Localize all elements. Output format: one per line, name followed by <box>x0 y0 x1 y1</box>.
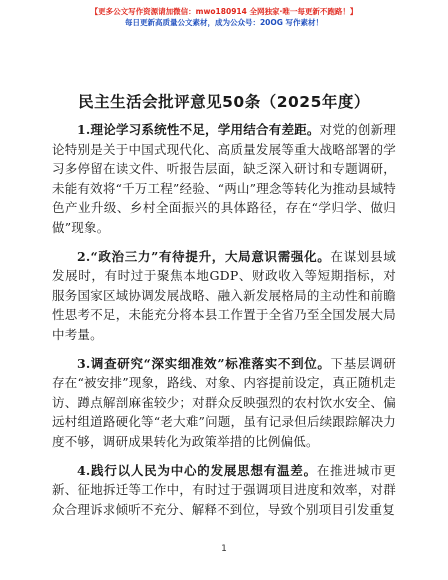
paragraph-1 <box>52 120 396 238</box>
document-body <box>52 120 396 528</box>
paragraph-4 <box>52 461 396 520</box>
paragraph-2-heading: 2.“政治三力”有待提升，大局意识需强化。 <box>77 248 331 264</box>
paragraph-2-text: 在谋划县域发展时，有时过于聚焦本地GDP、财政收入等短期指标，对服务国家区域协调发展战略、融入新发展格局的主动性和前瞻性思考不足，未能充分将本县工作置于全省乃至全国发展大局中考量。 <box>52 248 396 342</box>
paragraph-3-heading: 3.调查研究“深实细准效”标准落实不到位。 <box>77 355 331 371</box>
promo-banner <box>0 6 448 28</box>
paragraph-3 <box>52 354 396 452</box>
paragraph-1-heading: 1.理论学习系统性不足，学用结合有差距。 <box>77 122 320 137</box>
promo-banner-line-2: 每日更新高质量公文素材，成为公众号：20OG 写作素材！ <box>124 18 324 27</box>
page-number: 1 <box>221 544 227 554</box>
paragraph-2 <box>52 247 396 345</box>
paragraph-1-text: 对党的创新理论特别是关于中国式现代化、高质量发展等重大战略部署的学习多停留在读文件、听报告层面，缺乏深入研讨和专题调研，未能有效将“千万工程”经验、“两山”理念等转化为推动县域特色产业升级、乡村全面振兴的具体路径，存在“学归学、做归做”现象。 <box>52 122 396 235</box>
promo-banner-line-1: 【更多公文写作资源请加微信：mwo180914 全网独家·唯一每更新不跑路！】 <box>90 7 358 16</box>
document-title: 民主生活会批评意见50条（2025年度） <box>78 93 370 111</box>
paragraph-4-heading: 4.践行以人民为中心的发展思想有温差。 <box>77 462 317 478</box>
paragraph-4-text: 在推进城市更新、征地拆迁等工作中，有时过于强调项目进度和效率，对群众合理诉求倾听不充分、解释不到位，导致个别项目引发重复 <box>52 462 396 517</box>
paragraph-3-text: 下基层调研存在“被安排”现象，路线、对象、内容提前设定，真正随机走访、蹲点解剖麻雀较少；对群众反映强烈的农村饮水安全、偏远村组道路硬化等“老大难”问题，虽有记录但后续跟踪解决力度不够，调研成果转化为政策举措的比例偏低。 <box>52 355 396 449</box>
